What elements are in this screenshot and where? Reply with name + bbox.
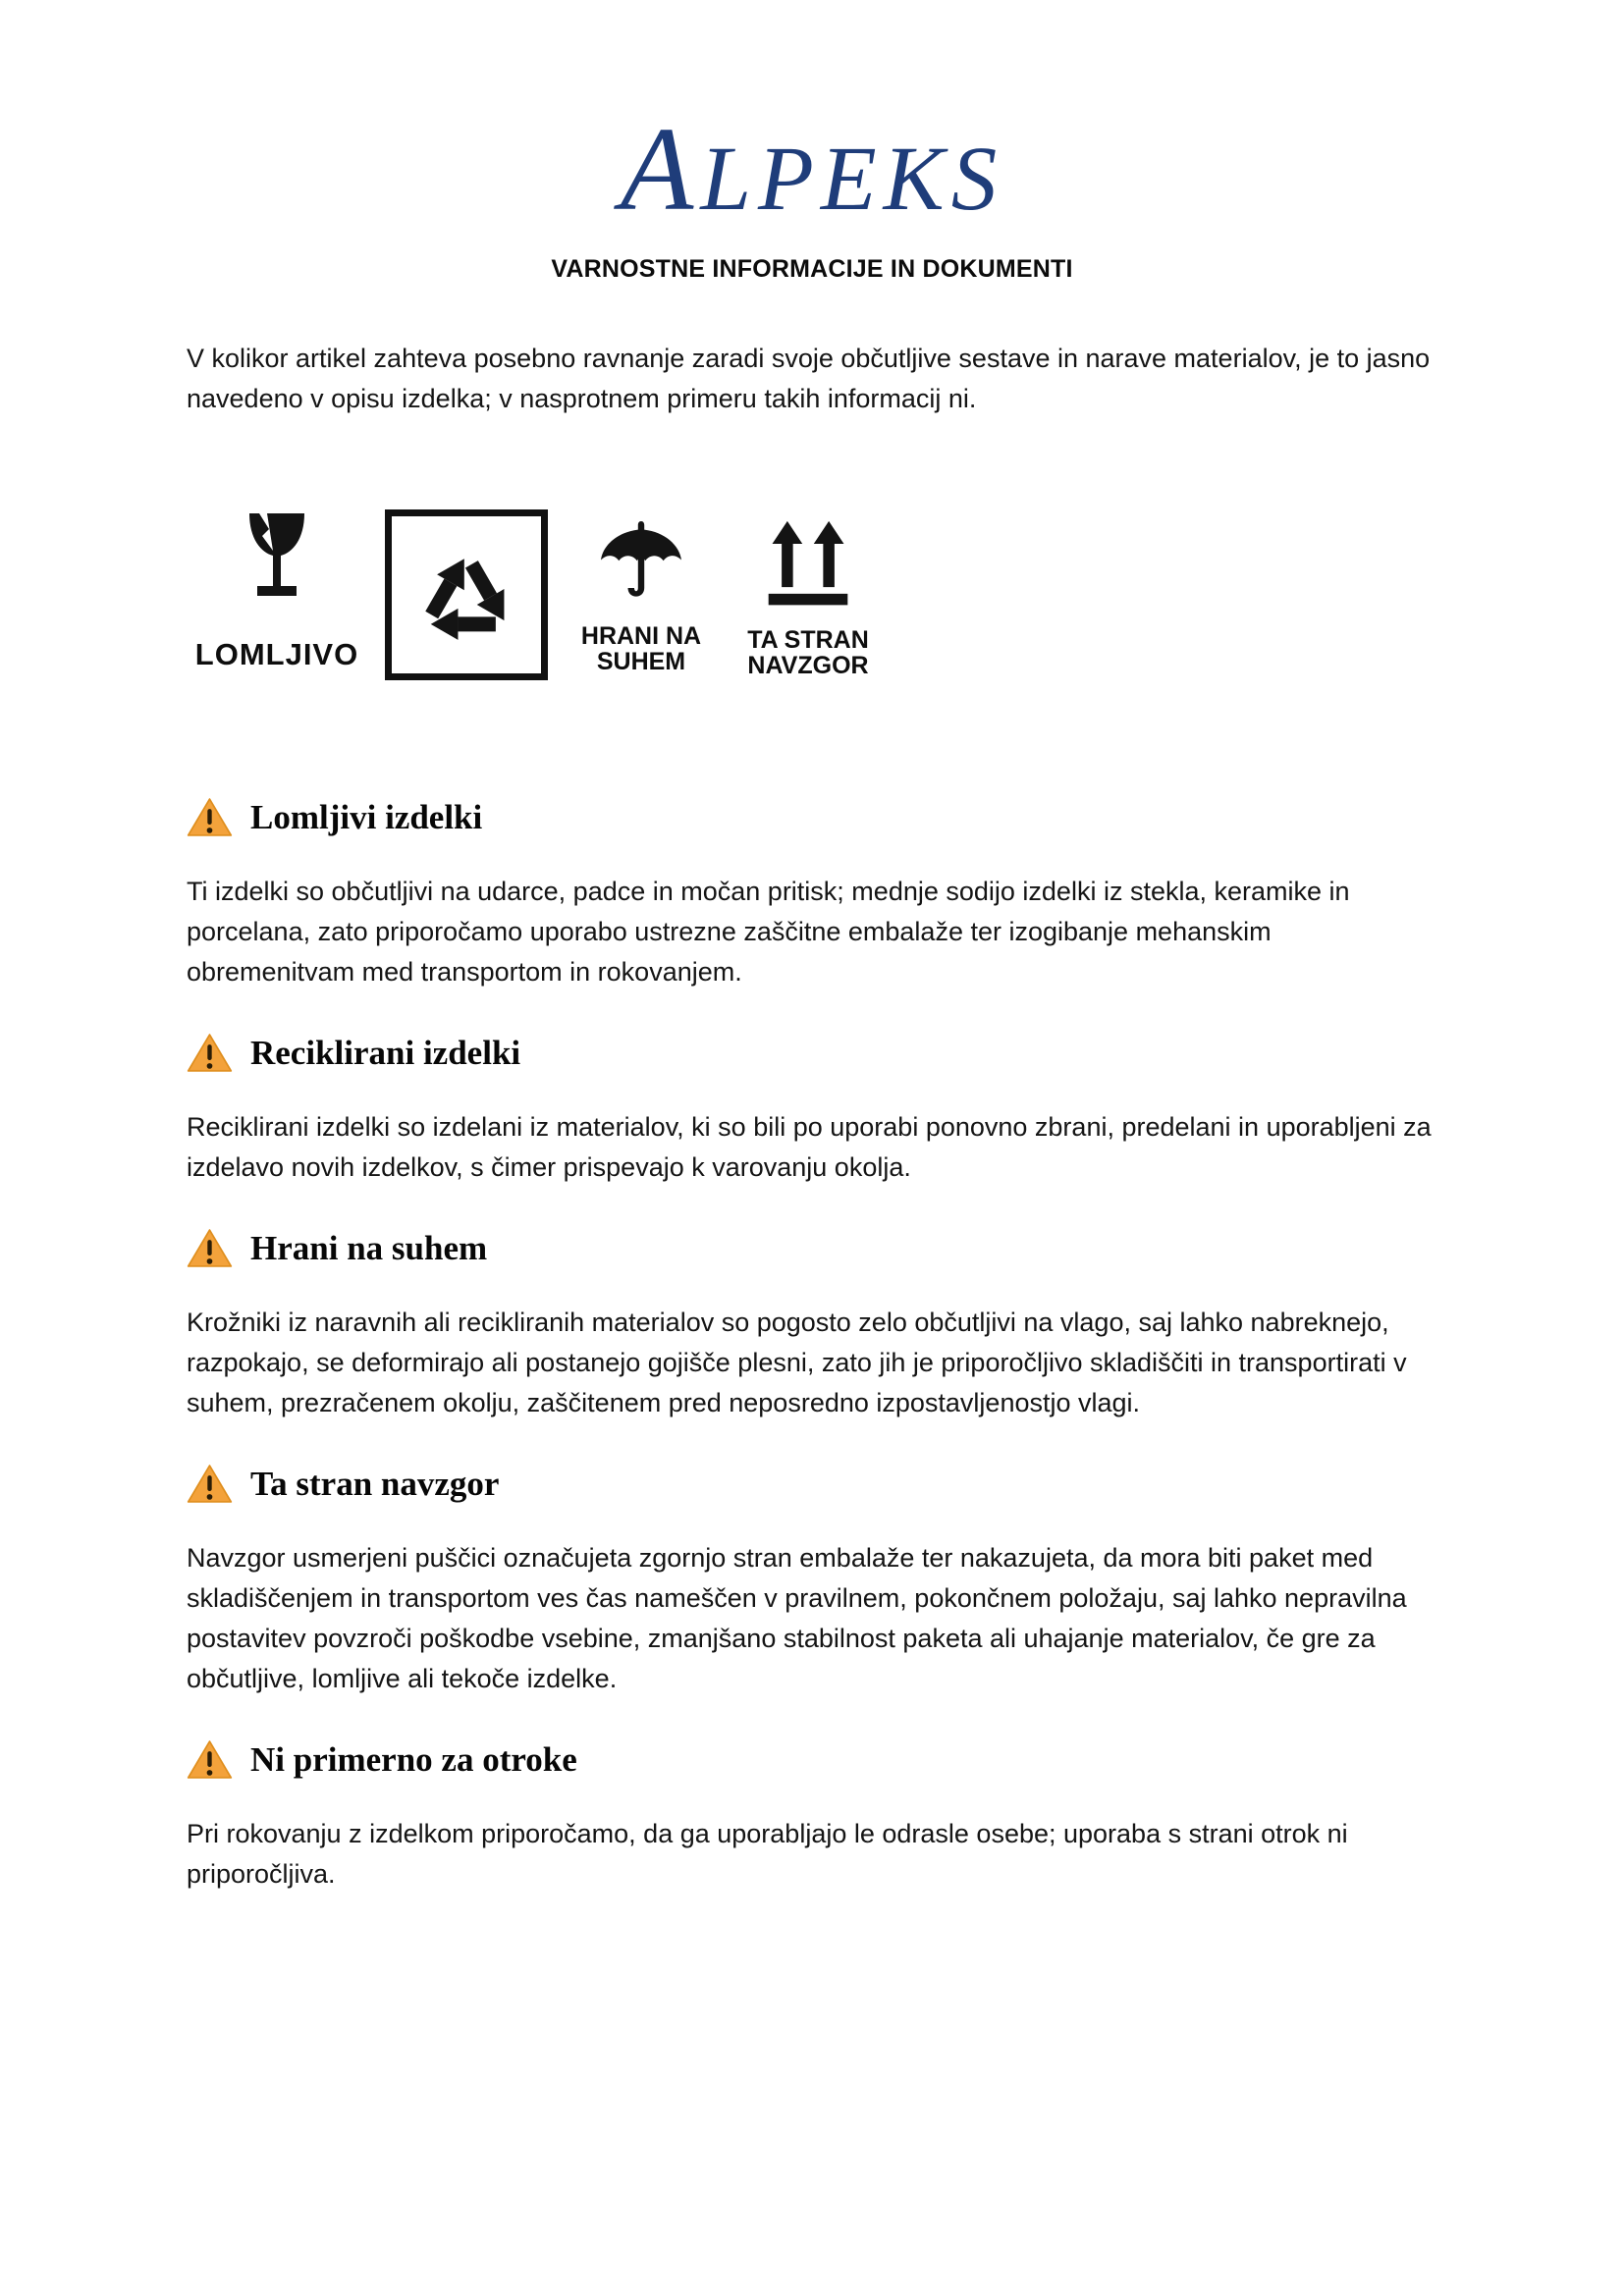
section-body: Krožniki iz naravnih ali recikliranih materialov so pogosto zelo občutljivi na vlago, saj lahko nabreknejo, razpokajo, se deformirajo ali postanejo gojišče plesni, zato jih je priporočljivo skladiščiti in transportirati v suhem, prezračenem okolju, zaščitenem pred neposredno izpostavljenostjo vlagi. <box>187 1308 1407 1417</box>
section-heading-text: Ni primerno za otroke <box>250 1739 577 1779</box>
warning-icon <box>187 796 233 838</box>
symbol-fragile <box>190 509 363 671</box>
section-body: Pri rokovanju z izdelkom priporočamo, da ga uporabljajo le odrasle osebe; uporaba s strani otrok ni priporočljiva. <box>187 1819 1348 1889</box>
section-keep-dry <box>187 1227 1437 1423</box>
section-heading-text: Hrani na suhem <box>250 1228 488 1267</box>
symbol-keep-dry <box>569 509 713 675</box>
logo-rest: LPEKS <box>700 129 1004 230</box>
logo <box>187 103 1437 236</box>
warning-icon <box>187 1227 233 1269</box>
warning-icon <box>187 1032 233 1074</box>
alpeks-logo <box>620 103 1004 236</box>
symbol-label: LOMLJIVO <box>194 637 359 671</box>
page-title: VARNOSTNE INFORMACIJE IN DOKUMENTI <box>551 255 1073 283</box>
section-heading <box>187 1227 1437 1269</box>
section-body: Navzgor usmerjeni puščici označujeta zgornjo stran embalaže ter nakazujeta, da mora biti paket med skladiščenjem in transportom ves čas nameščen v pravilnem, pokončnem položaju, saj lahko nepravilna postavitev povzroči poškodbe vsebine, zmanjšano stabilnost paketa ali uhajanje materialov, če gre za občutljive, lomljive ali tekoče izdelke. <box>187 1543 1407 1693</box>
section-recycled-products <box>187 1032 1437 1188</box>
section-this-side-up <box>187 1463 1437 1699</box>
section-heading <box>187 1032 1437 1074</box>
section-heading-text: Ta stran navzgor <box>250 1464 500 1503</box>
intro-paragraph: V kolikor artikel zahteva posebno ravnanje zaradi svoje občutljive sestave in narave materialov, je to jasno navedeno v opisu izdelka; v nasprotnem primeru takih informacij ni. <box>187 344 1431 413</box>
warning-icon <box>187 1738 233 1781</box>
this-side-up-icon <box>761 519 855 614</box>
symbol-label: HRANI NA SUHEM <box>580 622 702 676</box>
section-not-for-children <box>187 1738 1437 1895</box>
section-fragile-products <box>187 796 1437 992</box>
section-body: Reciklirani izdelki so izdelani iz materialov, ki so bili po uporabi ponovno zbrani, predelani in uporabljeni za izdelavo novih izdelkov, s čimer prispevajo k varovanju okolja. <box>187 1112 1432 1182</box>
section-heading <box>187 1738 1437 1781</box>
warning-icon <box>187 1463 233 1505</box>
logo-initial: A <box>620 103 701 236</box>
section-heading <box>187 1463 1437 1505</box>
fragile-glass-icon <box>226 511 328 621</box>
section-heading <box>187 796 1437 838</box>
umbrella-keep-dry-icon <box>592 515 690 614</box>
symbol-this-side-up <box>734 509 882 679</box>
symbol-label: TA STRAN NAVZGOR <box>747 626 869 680</box>
symbol-recycling <box>385 509 548 680</box>
recycling-icon <box>404 532 529 658</box>
section-heading-text: Lomljivi izdelki <box>250 797 483 836</box>
handling-symbols-row <box>190 509 1437 680</box>
section-body: Ti izdelki so občutljivi na udarce, padce in močan pritisk; mednje sodijo izdelki iz stekla, keramike in porcelana, zato priporočamo uporabo ustrezne zaščitne embalaže ter izogibanje mehanskim obremenitvam med transportom in rokovanjem. <box>187 877 1350 987</box>
section-heading-text: Reciklirani izdelki <box>250 1033 521 1072</box>
